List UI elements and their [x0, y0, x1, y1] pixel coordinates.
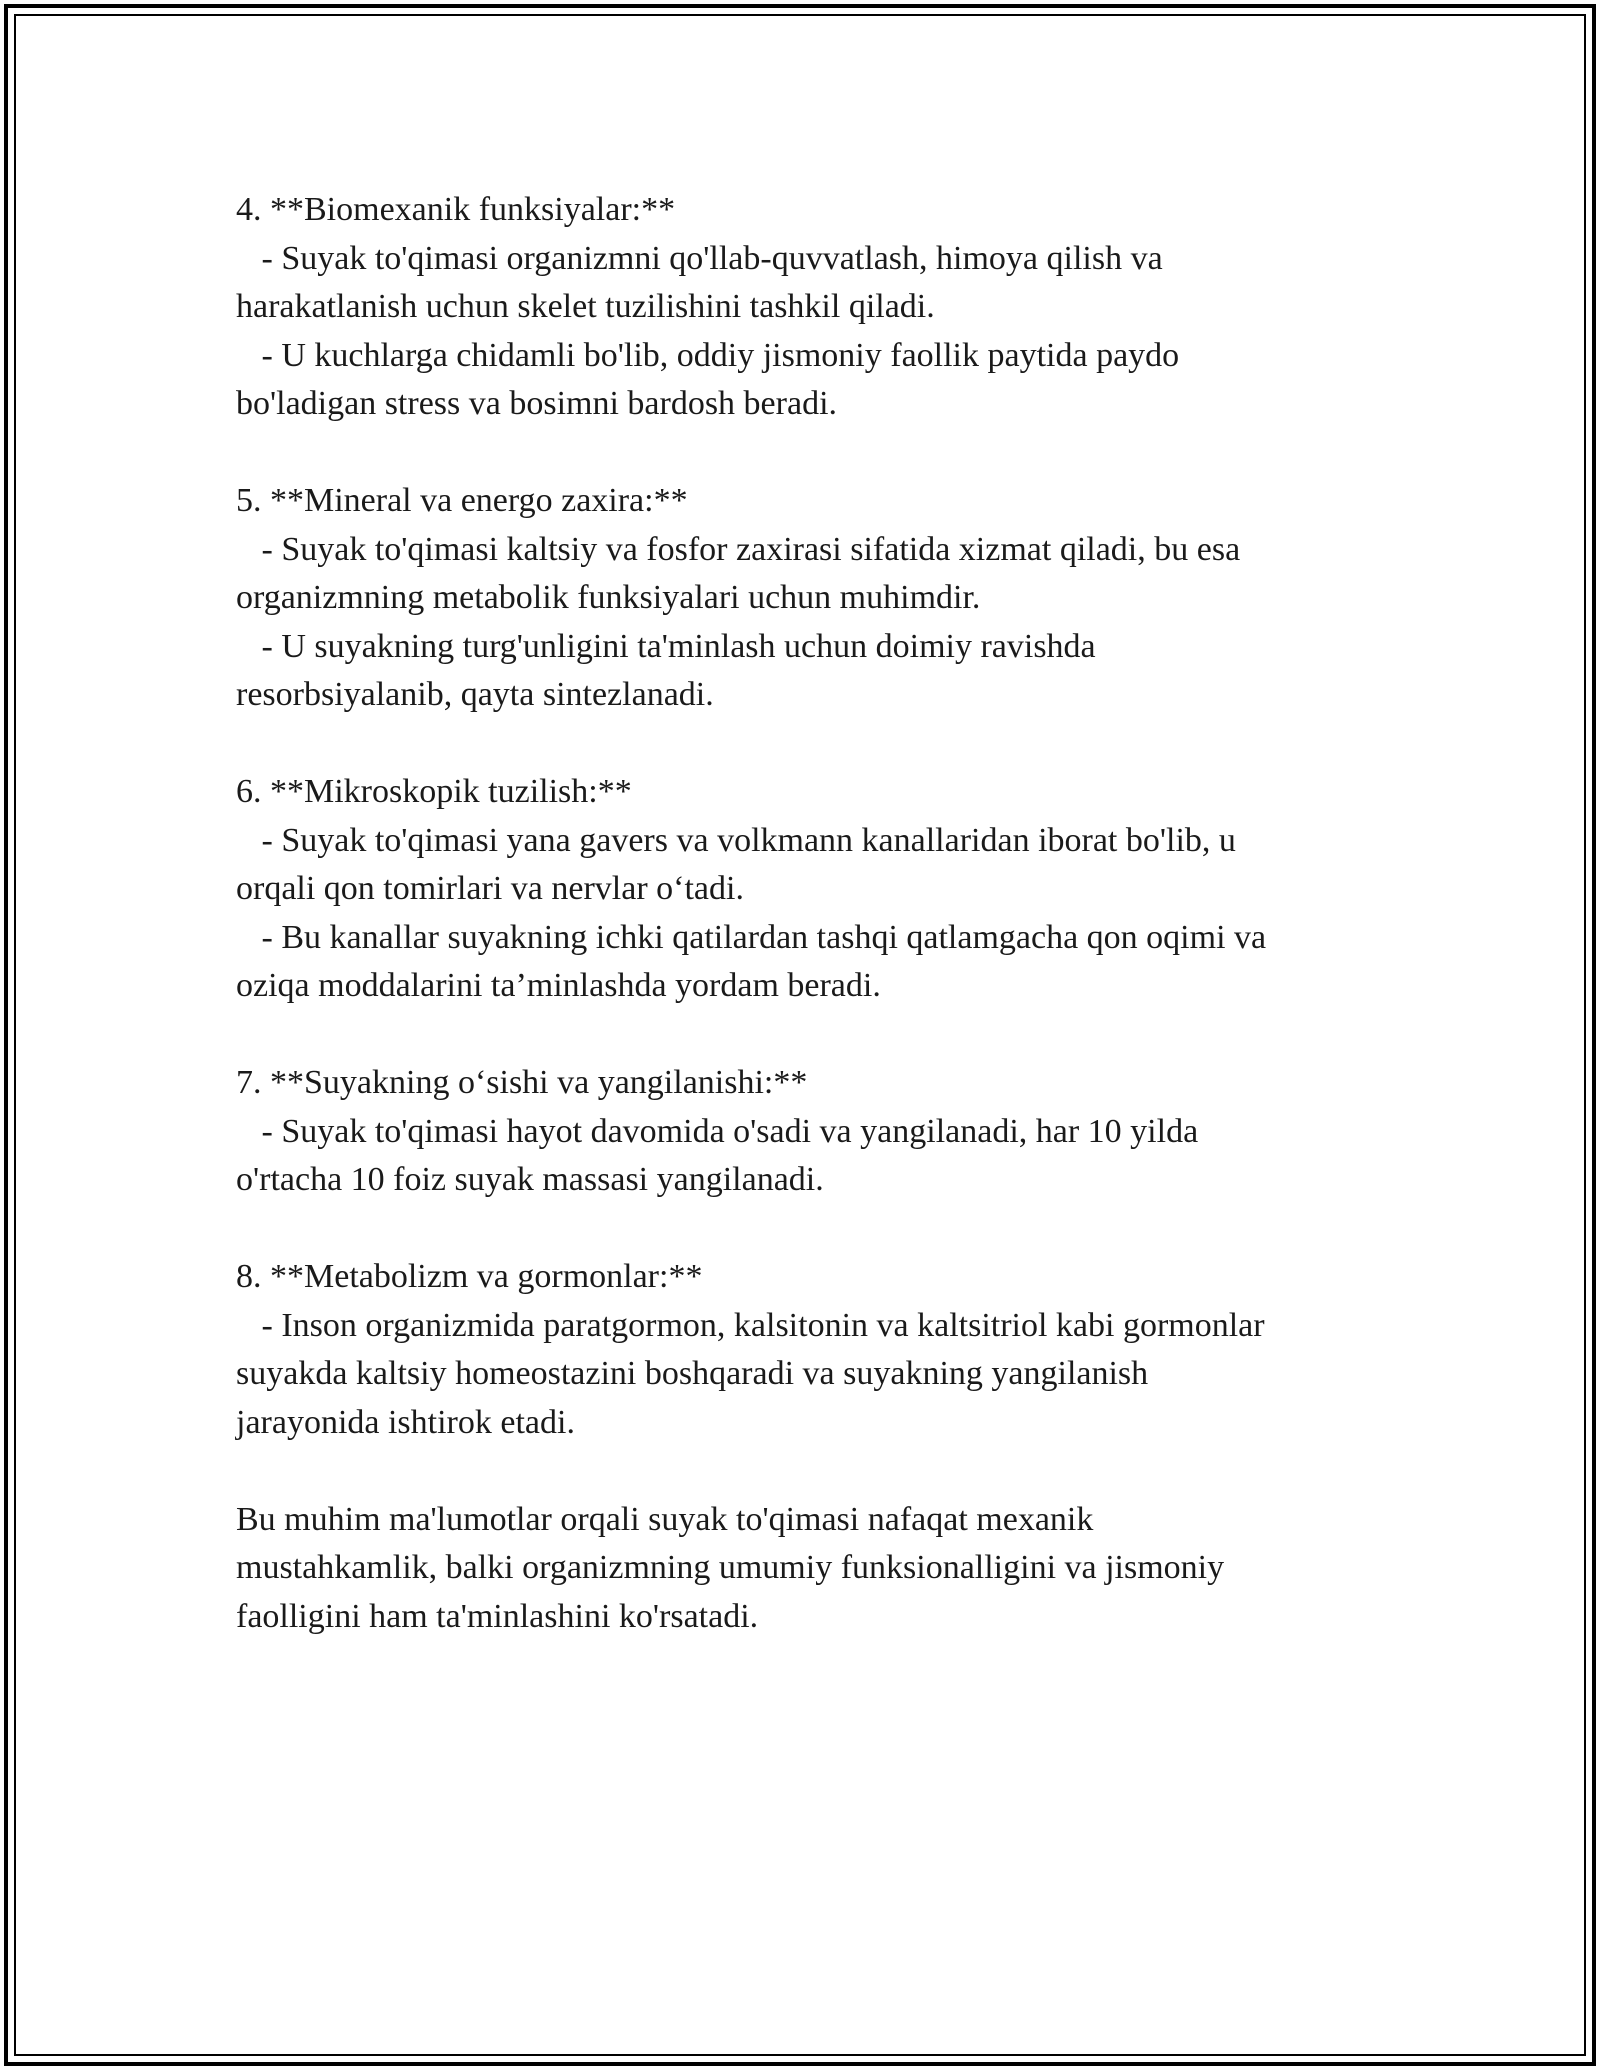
text-line: - Suyak to'qimasi kaltsiy va fosfor zaxirasi sifatida xizmat qiladi, bu esa [236, 530, 1241, 568]
section-mineral-energy-reserve [236, 477, 1366, 720]
section-bone-growth-renewal [236, 1059, 1366, 1205]
text-line: harakatlanish uchun skelet tuzilishini tashkil qiladi. [236, 288, 935, 325]
text-line: resorbsiyalanib, qayta sintezlanadi. [236, 676, 714, 713]
section-heading: 6. **Mikroskopik tuzilish:** [236, 773, 632, 810]
text-line: orqali qon tomirlari va nervlar o‘tadi. [236, 870, 744, 907]
text-line: - U kuchlarga chidamli bo'lib, oddiy jismoniy faollik paytida paydo [236, 336, 1180, 374]
text-line: - Suyak to'qimasi hayot davomida o'sadi va yangilanadi, har 10 yilda [236, 1112, 1199, 1150]
section-heading: 7. **Suyakning o‘sishi va yangilanishi:** [236, 1064, 808, 1101]
text-line: - Suyak to'qimasi yana gavers va volkmann kanallaridan iborat bo'lib, u [236, 821, 1236, 859]
text-line: - Suyak to'qimasi organizmni qo'llab-quvvatlash, himoya qilish va [236, 239, 1163, 277]
section-conclusion [236, 1496, 1366, 1642]
section-heading: 4. **Biomexanik funksiyalar:** [236, 191, 676, 228]
text-line: bo'ladigan stress va bosimni bardosh beradi. [236, 385, 838, 422]
text-line: Bu muhim ma'lumotlar orqali suyak to'qimasi nafaqat mexanik [236, 1500, 1094, 1538]
text-line: - Bu kanallar suyakning ichki qatilardan tashqi qatlamgacha qon oqimi va [236, 918, 1267, 956]
section-biomechanical-functions [236, 186, 1366, 429]
section-metabolism-hormones [236, 1253, 1366, 1447]
section-microscopic-structure [236, 768, 1366, 1011]
document-body [236, 186, 1366, 1690]
text-line: jarayonida ishtirok etadi. [236, 1403, 575, 1441]
text-line: suyakda kaltsiy homeostazini boshqaradi va suyakning yangilanish [236, 1355, 1149, 1392]
section-heading: 8. **Metabolizm va gormonlar:** [236, 1258, 703, 1295]
text-line: oziqa moddalarini ta’minlashda yordam beradi. [236, 967, 881, 1004]
text-line: - Inson organizmida paratgormon, kalsitonin va kaltsitriol kabi gormonlar [236, 1306, 1265, 1344]
text-line: - U suyakning turg'unligini ta'minlash uchun doimiy ravishda [236, 627, 1096, 665]
text-line: mustahkamlik, balki organizmning umumiy funksionalligini va jismoniy [236, 1549, 1225, 1586]
text-line: organizmning metabolik funksiyalari uchun muhimdir. [236, 579, 981, 616]
text-line: o'rtacha 10 foiz suyak massasi yangilanadi. [236, 1161, 824, 1198]
section-heading: 5. **Mineral va energo zaxira:** [236, 482, 688, 519]
text-line: faolligini ham ta'minlashini ko'rsatadi. [236, 1597, 759, 1635]
